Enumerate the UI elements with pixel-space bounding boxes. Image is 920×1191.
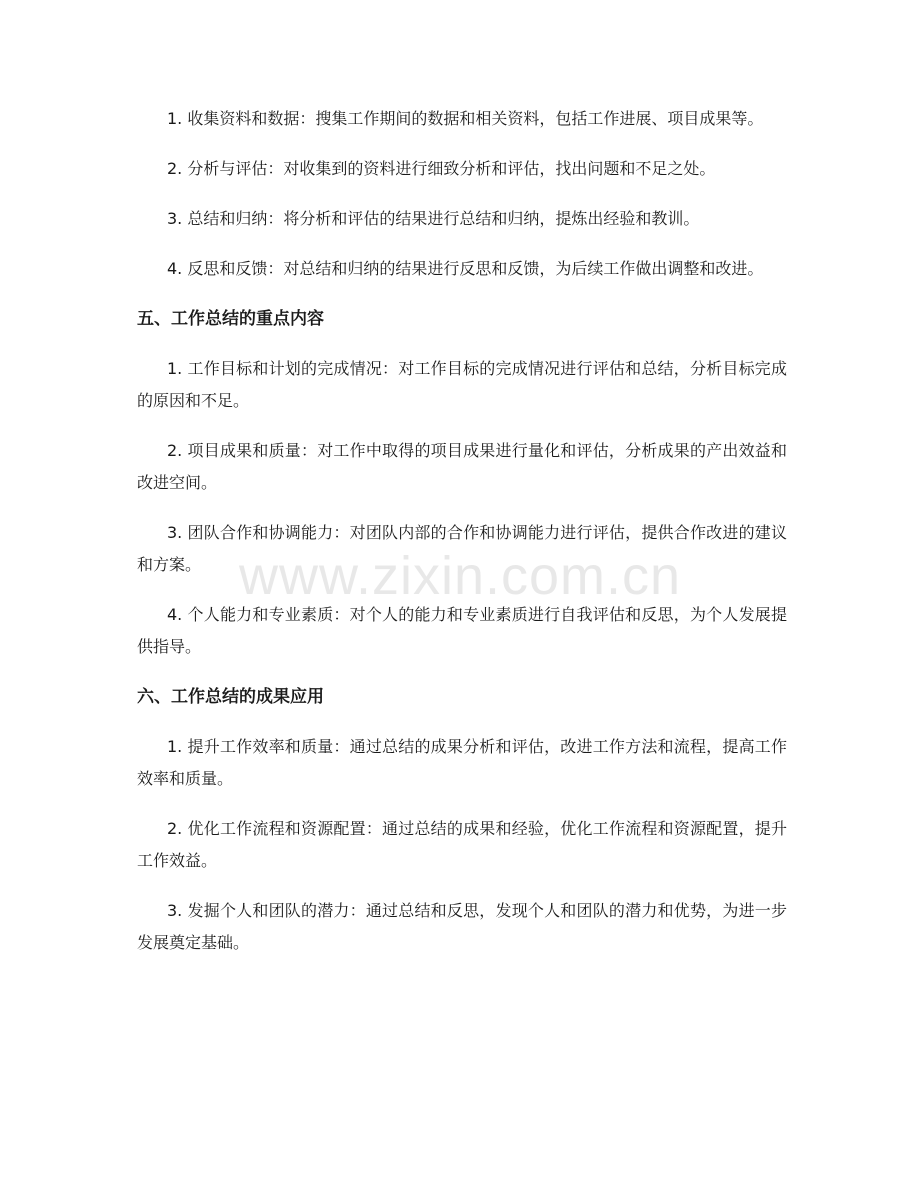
section-heading-key-content: 五、工作总结的重点内容	[137, 309, 324, 329]
paragraph-analyze-evaluate: 2. 分析与评估：对收集到的资料进行细致分析和评估，找出问题和不足之处。	[167, 159, 716, 178]
document-body	[137, 103, 787, 977]
list-item: 2. 优化工作流程和资源配置：通过总结的成果和经验，优化工作流程和资源配置，提升工作效益。	[137, 819, 787, 870]
paragraph-collect-data: 1. 收集资料和数据：搜集工作期间的数据和相关资料，包括工作进展、项目成果等。	[167, 109, 764, 128]
list-item: 2. 项目成果和质量：对工作中取得的项目成果进行量化和评估，分析成果的产出效益和改进空间。	[137, 441, 787, 492]
paragraph-reflect-feedback: 4. 反思和反馈：对总结和归纳的结果进行反思和反馈，为后续工作做出调整和改进。	[167, 259, 764, 278]
paragraph-summarize: 3. 总结和归纳：将分析和评估的结果进行总结和归纳，提炼出经验和教训。	[167, 209, 700, 228]
list-item: 3. 发掘个人和团队的潜力：通过总结和反思，发现个人和团队的潜力和优势，为进一步发展奠定基础。	[137, 901, 787, 952]
watermark: www.zixin.com.cn	[238, 546, 682, 606]
list-item: 4. 个人能力和专业素质：对个人的能力和专业素质进行自我评估和反思，为个人发展提供指导。	[137, 605, 787, 656]
list-item: 1. 工作目标和计划的完成情况：对工作目标的完成情况进行评估和总结，分析目标完成的原因和不足。	[137, 359, 787, 410]
section-heading-results-application: 六、工作总结的成果应用	[137, 687, 324, 707]
list-item: 3. 团队合作和协调能力：对团队内部的合作和协调能力进行评估，提供合作改进的建议和方案。	[137, 523, 787, 574]
list-item: 1. 提升工作效率和质量：通过总结的成果分析和评估，改进工作方法和流程，提高工作效率和质量。	[137, 737, 787, 788]
